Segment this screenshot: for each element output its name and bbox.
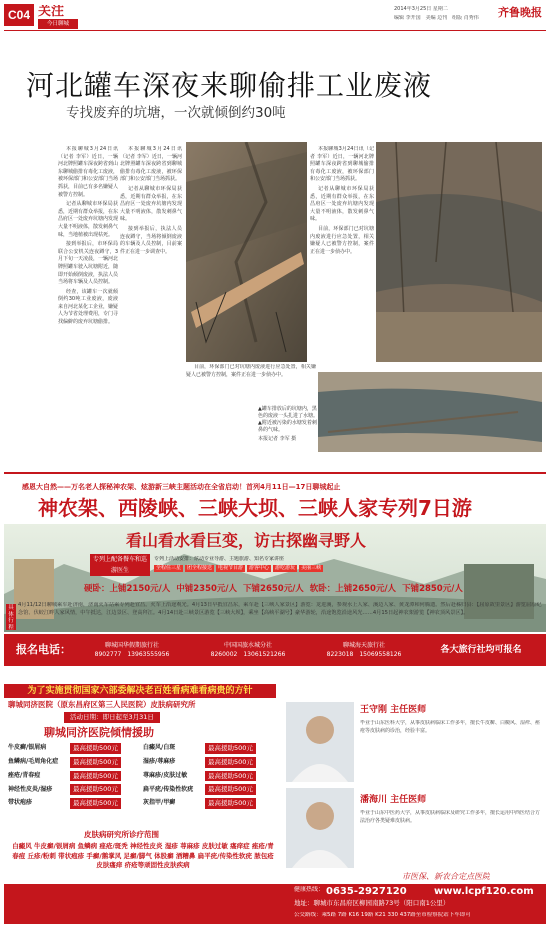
support-item: 扁平疣/传染性软疣 最高援助500元	[143, 783, 272, 796]
ad1-main-title: 神农架、西陵峡、三峡大坝、三峡人家专列7日游	[38, 496, 472, 520]
tag: 美丽三峡	[301, 565, 322, 571]
hotline-label: 健康热线：	[294, 886, 325, 893]
doctor-2-name: 潘海川 主任医师	[360, 795, 427, 805]
tag: 游吃游玩	[275, 565, 296, 571]
support-item: 荨麻疹/皮肤过敏 最高援助500元	[143, 770, 272, 783]
ad2-support-title: 聊城同济医院倾情援助	[44, 726, 154, 739]
bus-route: 公交路线：乘5路 7路 K16 19路 K21 330 437路至市检察院站下车即可	[294, 912, 471, 918]
article-column-4: 目前，环保部门已对坑塘内废液进行应急处置，相关嫌疑人已被警方控制，案件正在进一步侦办中。	[186, 364, 316, 378]
support-item: 鱼鳞病/毛周角化症 最高援助500元	[8, 756, 137, 769]
header-rule	[4, 30, 546, 31]
tag: 团全程接送	[187, 565, 213, 571]
ad2-contact-bar	[4, 884, 546, 924]
tag: 游客中心	[249, 565, 270, 571]
hotline: 0635-2927120	[326, 886, 407, 897]
ad2-research-list: 白癜风 牛皮癣/银屑病 鱼鳞病 痤疮/斑秃 神经性皮炎 湿疹 荨麻疹 皮肤过敏 瘙痒症 痤疮/青春痘 丘疹/粉刺 带状疱疹 手癣/鹅掌风 足癣/脚气 体股癣 酒糟鼻 扁平疣/传染性软疣 脓包疮 皮肤瘙痒 疥疮等顽固性皮肤疾病	[12, 842, 274, 869]
section-title: 关注	[38, 5, 65, 19]
ad2-hospital-line: 聊城同济医院（原东昌府区第三人民医院）皮肤病研究所	[8, 700, 196, 709]
ad2-support-grid	[8, 742, 272, 810]
photo-dumping-tank	[376, 142, 542, 362]
ad2-top-banner: 为了实施贯彻国家六部委解决老百姓看病难看病贵的方针	[4, 684, 276, 698]
agency-2: 中国国旅水城分社 8260002 13061521266	[210, 642, 286, 658]
website: www.lcpf120.com	[434, 886, 534, 897]
ad1-features: 专列上活动安排：炫动专业导游、主题旅游、知名专家讲座	[154, 556, 285, 562]
ad1-slogan: 看山看水看巨变，访古探幽寻野人	[126, 531, 367, 550]
tag: 全程住三星	[156, 565, 182, 571]
photo-captions: ▲罐车排放后的坑塘内，黑色的废液一头扎进了水塘。 ▲附近被污染的水塘发着刺鼻的气味。 本报记者 李军 摄	[258, 406, 319, 442]
support-item: 带状疱疹 最高援助500元	[8, 797, 137, 810]
sub-tab: 今日聊城	[38, 19, 78, 29]
doctor-2-bio: 毕业于山东中医药大学，从事皮肤病临床及研究工作多年，擅长运用中西医结合方法治疗各类疑难皮肤病。	[360, 810, 541, 824]
section-code-box: C04	[4, 4, 34, 26]
agency-1: 聊城国华假期旅行社 8902777 13963555956	[94, 642, 170, 658]
signup-label: 报名电话：	[16, 642, 71, 656]
main-photo-pollution-site	[186, 142, 307, 362]
support-item: 神经性皮炎/湿疹 最高援助500元	[8, 783, 137, 796]
support-item: 白癜风/白斑 最高援助500元	[143, 742, 272, 755]
ad1-itinerary: 4月11/12日聊城乘车赴济南，济南火车站乘专列赴宜昌。火车上沿途观光。4月13日早抵宜昌东，乘车赴【三峡人家景区】游览：龙进溪，参观水上人家、溪边人家、黄龙潭和何腾遗。然后赴秭归县：【屈原故里景区】游览屈原纪念馆、伏蛟江畔人家风情，中午抵达，江边景区、登高拜江。4月14日赴三峡景区游览【三峡大坝】，乘坐【高峡平湖号】豪华游轮，沿途饱览沿途风光……4月15日起神农架游览【神农顶风景区】。	[18, 602, 542, 616]
doctor-1-photo	[286, 702, 354, 782]
ad-travel	[4, 472, 546, 680]
support-item: 牛皮癣/银屑病 最高援助500元	[8, 742, 137, 755]
ad1-itinerary-label: 具体行程	[6, 604, 16, 630]
article-subheadline: 专找废弃的坑塘，一次就倾倒约30吨	[66, 105, 286, 121]
support-item: 湿疹/荨麻疹 最高援助500元	[143, 756, 272, 769]
support-item: 灰指甲/甲癣 最高援助500元	[143, 797, 272, 810]
ad1-contact-bar	[4, 634, 546, 666]
photo-polluted-pond	[318, 372, 542, 452]
ad-hospital	[4, 684, 546, 926]
tag: 电视节目游	[218, 565, 244, 571]
brand-logo: 齐鲁晚报	[498, 6, 542, 19]
ad1-tags	[154, 565, 323, 572]
ad2-signature: 市医保、新农合定点医院	[402, 872, 490, 881]
article-column-2: 本报聊城3月24日讯（记者 李军）近日，一辆河北牌照罐车深夜跨省到聊城偷排有毒化工废液，被环保部门和公安部门当场抓获。 记者从聊城市环保局获悉，近期有群众举报，在东昌府区一处废弃坑塘内发现大量不明液体，散发刺鼻气味。 接到举报后，执法人员连夜蹲守，当场将倾倒废液的车辆及人员控制，目前案件正在进一步调查中。	[120, 146, 182, 255]
article-column-3: 本报聊城3月24日讯（记者 李军）近日，一辆河北牌照罐车深夜跨省到聊城偷排有毒化工废液，被环保部门和公安部门当场抓获。 记者从聊城市环保局获悉，近期有群众举报，在东昌府区一处废弃坑塘内发现大量不明液体，散发刺鼻气味。 目前，环保部门已对坑塘内废液进行应急处置，相关嫌疑人已被警方控制，案件正在进一步侦办中。	[310, 146, 374, 255]
agency-3: 聊城海天旅行社 8223018 15069558126	[326, 642, 402, 658]
doctor-1-name: 王守刚 主任医师	[360, 705, 427, 715]
article-column-1: 本报聊城3月24日讯（记者 李军）近日，一辆河北牌照罐车深夜跨省到山东聊城偷排有毒化工废液，被环保部门和公安部门当场抓获，目前已有多名嫌疑人被警方控制。 记者从聊城市环保局获悉，近期有群众举报，在东昌府区一处废弃坑塘内发现大量不明液体，散发刺鼻气味，当地植被出现枯死。 接到举报后，市环保局联合公安机关连夜蹲守，3月下旬一天凌晨，一辆河北牌照罐车驶入坑塘附近，随即开始倾倒废液，执法人员当场将车辆及人员控制。 经查，该罐车一次就倾倒约30吨工业废液，废液来自河北某化工企业，嫌疑人为节省处理费用，专门寻找偏僻的废弃坑塘偷排。	[58, 146, 118, 326]
header-editors: 编辑 李开国 美编 边刊 组版 肖秀伟	[394, 15, 479, 21]
ad1-special-label: 专列上配备餐车和巡游医生	[90, 554, 150, 576]
doctor-1-bio: 毕业于山东医科大学，从事皮肤病临床工作多年，擅长牛皮癣、白癜风、湿疹、痤疮等皮肤病的诊治，经验丰富。	[360, 720, 541, 734]
ad1-prices: 硬卧：上铺2150元/人 中铺2350元/人 下铺2650元/人 软卧：上铺2650元/人 下铺2850元/人	[84, 584, 463, 594]
ad2-activity-date: 活动日期：即日起至3月31日	[64, 712, 160, 723]
ad1-headline-line: 感恩大自然——万名老人探秘神农架、炫游新三峡主题活动在全省启动！首列4月11日—17日聊城起止	[22, 483, 341, 491]
header-date: 2014年3月25日 星期二	[394, 6, 448, 12]
support-item: 痤疮/青春痘 最高援助500元	[8, 770, 137, 783]
article-headline: 河北罐车深夜来聊偷排工业废液	[26, 70, 433, 102]
agencies-note: 各大旅行社均可报名	[440, 644, 522, 655]
doctor-2-photo	[286, 788, 354, 868]
ad2-research-title: 皮肤病研究所诊疗范围	[84, 830, 159, 839]
address: 地址：聊城市东昌府区柳园南路73号（阳口南1公里）	[294, 899, 450, 907]
